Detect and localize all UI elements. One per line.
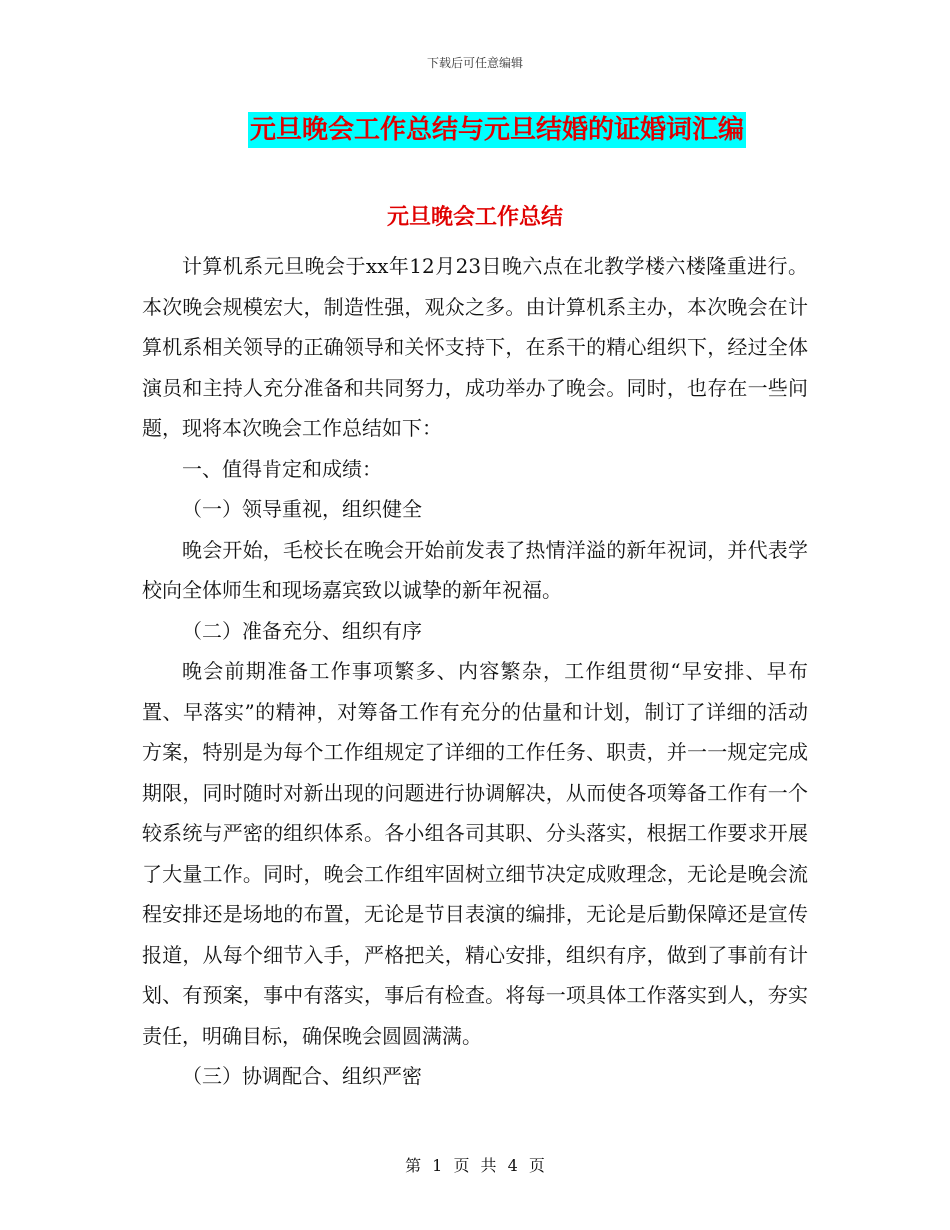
section-title: 元旦晚会工作总结 bbox=[386, 204, 563, 230]
heading-achievements: 一、值得肯定和成绩： bbox=[182, 456, 382, 481]
document-body bbox=[142, 246, 808, 1097]
header-note: 下载后可任意编辑 bbox=[426, 56, 523, 70]
document-title: 元旦晚会工作总结与元旦结婚的证婚词汇编 bbox=[248, 112, 746, 148]
page-footer: 第 1 页 共 4 页 bbox=[405, 1156, 545, 1175]
paragraph-leadership: 晚会开始，毛校长在晚会开始前发表了热情洋溢的新年祝词，并代表学校向全体师生和现场嘉宾致以诚挚的新年祝福。 bbox=[142, 537, 808, 602]
subheading-preparation: （二）准备充分、组织有序 bbox=[182, 618, 422, 643]
subheading-coordination: （三）协调配合、组织严密 bbox=[182, 1064, 422, 1088]
paragraph-preparation: 晚会前期准备工作事项繁多、内容繁杂，工作组贯彻“早安排、早布置、早落实”的精神，对筹备工作有充分的估量和计划，制订了详细的活动方案，特别是为每个工作组规定了详细的工作任务、职责，并一一规定完成期限，同时随时对新出现的问题进行协调解决，从而使各项筹备工作有一个较系统与严密的组织体系。各小组各司其职、分头落实，根据工作要求开展了大量工作。同时，晚会工作组牢固树立细节决定成败理念，无论是晚会流程安排还是场地的布置，无论是节目表演的编排，无论是后勤保障还是宣传报道，从每个细节入手，严格把关，精心安排，组织有序，做到了事前有计划、有预案，事中有落实，事后有检查。将每一项具体工作落实到人，夯实责任，明确目标，确保晚会圆圆满满。 bbox=[142, 659, 808, 1048]
paragraph-intro: 计算机系元旦晚会于xx年12月23日晚六点在北教学楼六楼隆重进行。本次晚会规模宏大，制造性强，观众之多。由计算机系主办，本次晚会在计算机系相关领导的正确领导和关怀支持下，在系干的精心组织下，经过全体演员和主持人充分准备和共同努力，成功举办了晚会。同时，也存在一些问题，现将本次晚会工作总结如下： bbox=[142, 254, 808, 440]
subheading-leadership: （一）领导重视，组织健全 bbox=[182, 497, 422, 521]
